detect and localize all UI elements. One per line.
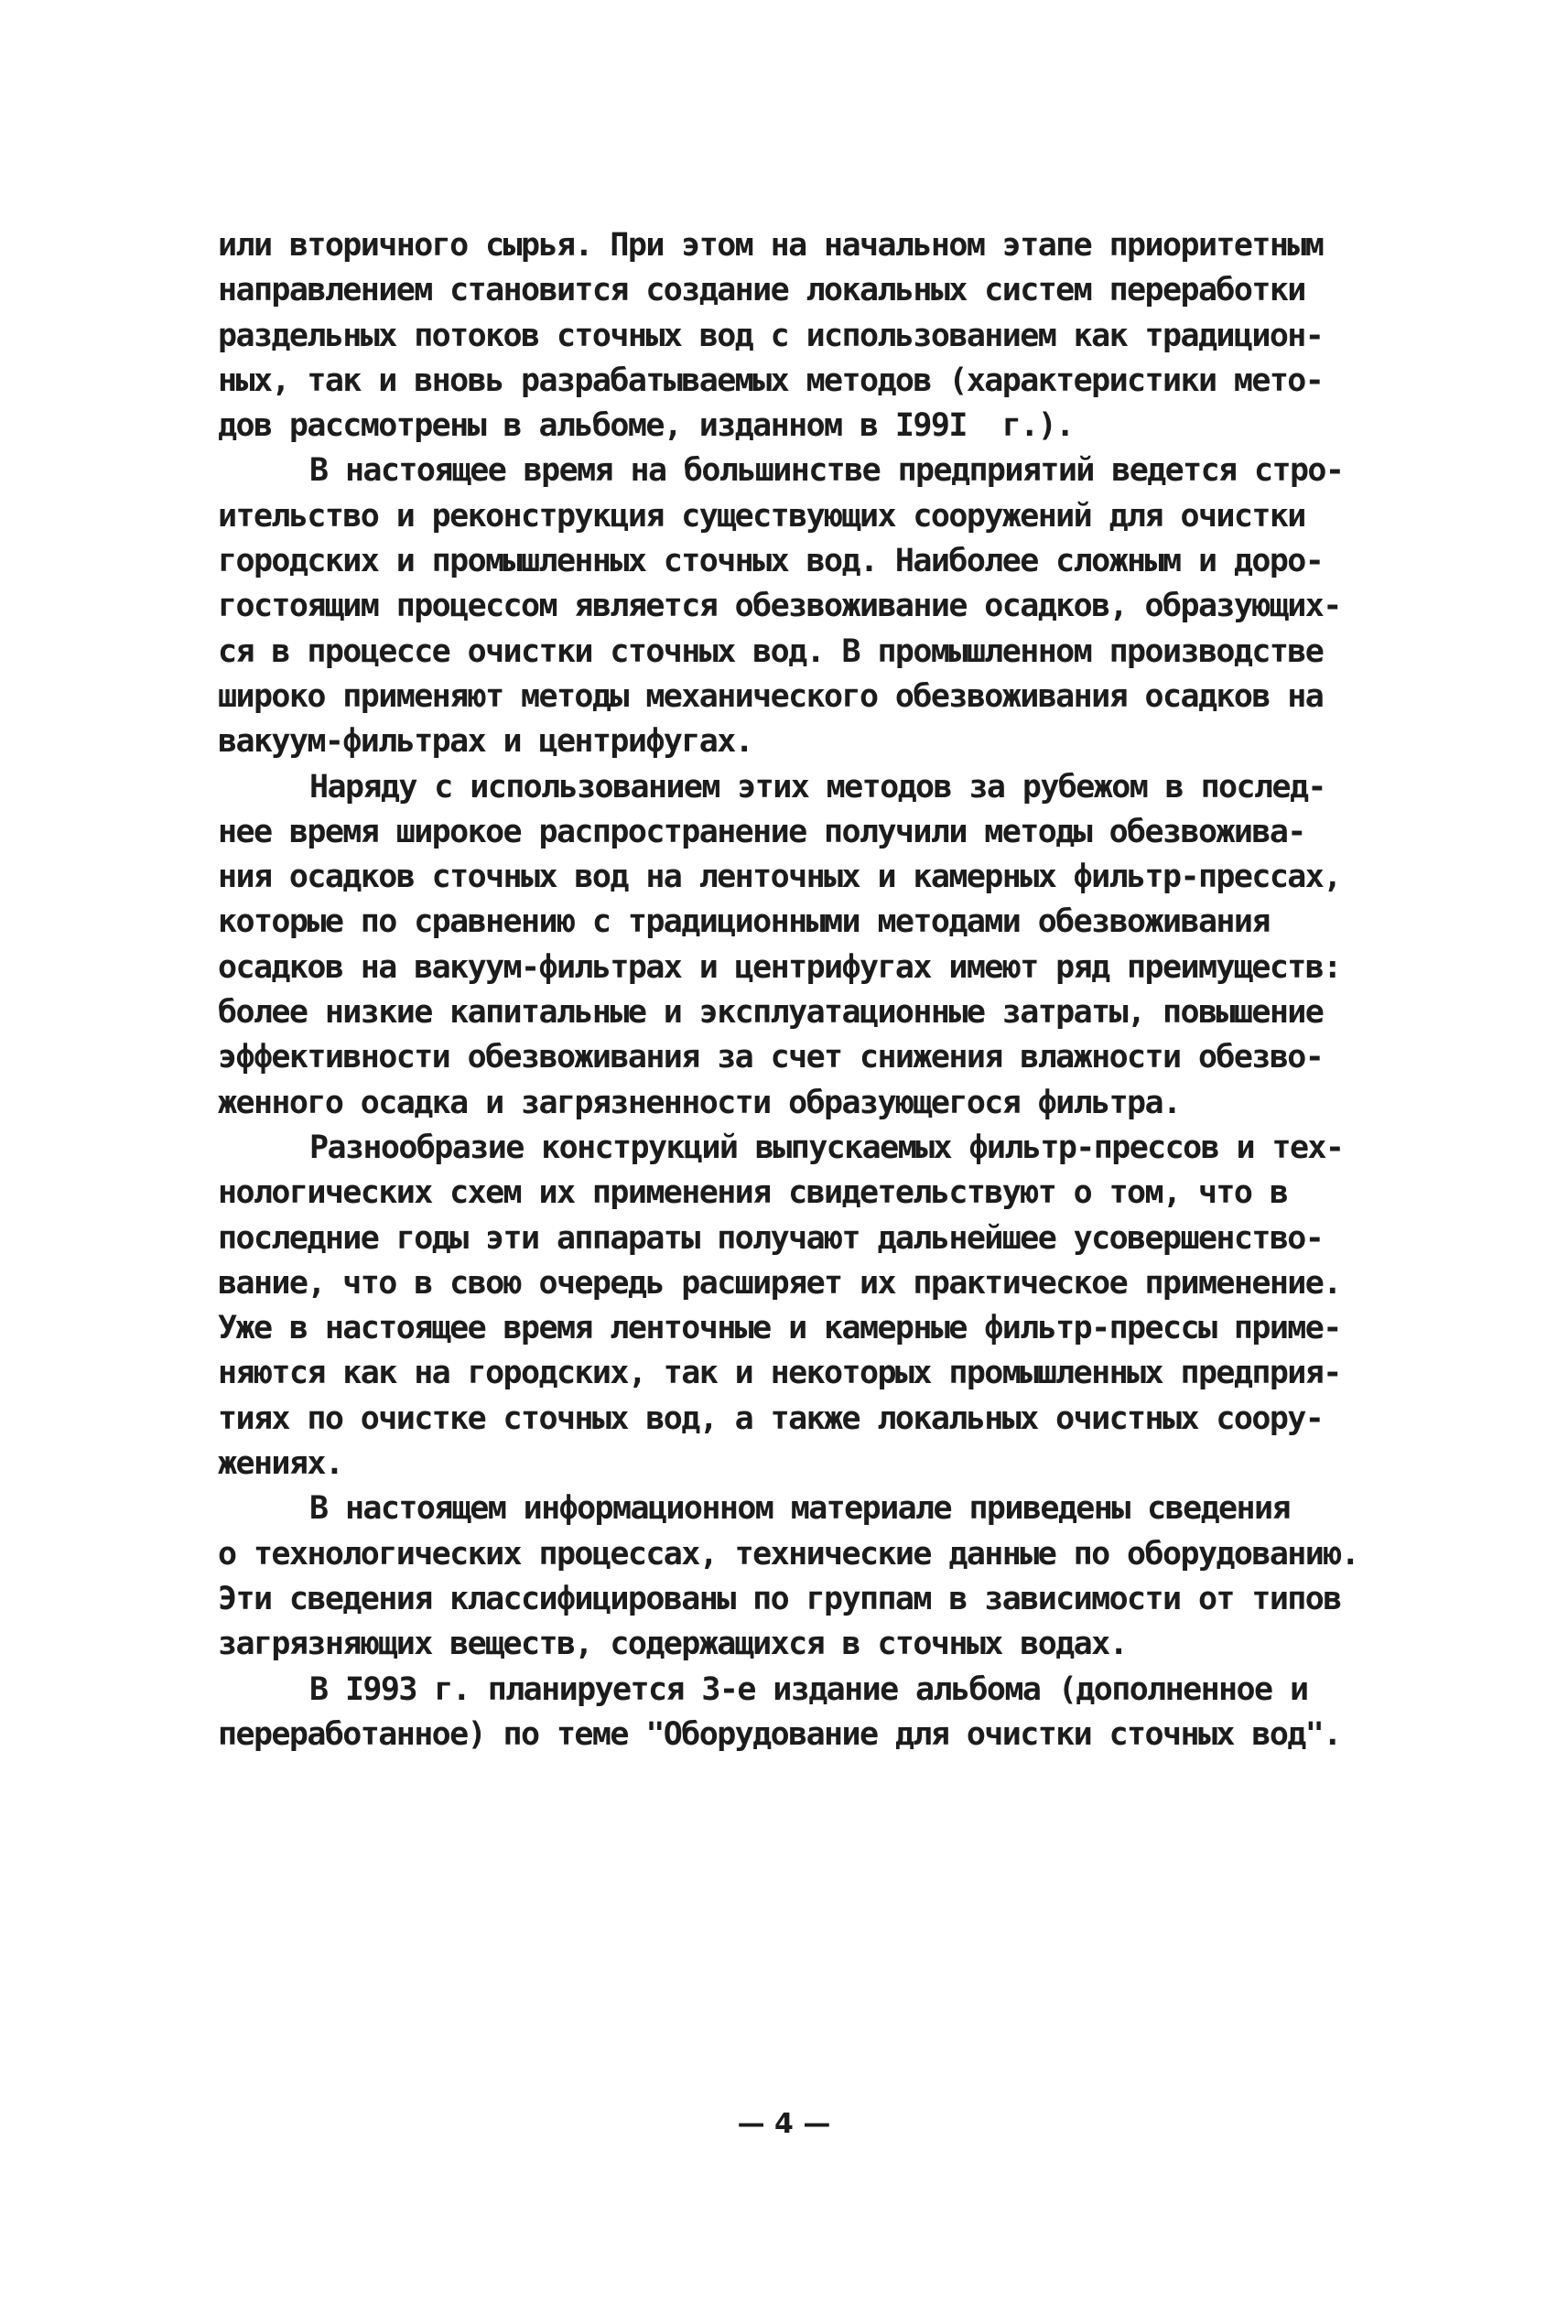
text-line: гостоящим процессом является обезвоживание осадков, образующих- [218, 588, 1341, 625]
text-line: которые по сравнению с традиционными методами обезвоживания [218, 903, 1270, 941]
paragraph-first-line: Наряду с использованием этих методов за рубежом в послед- [309, 768, 1325, 805]
text-line: ных, так и вновь разрабатываемых методов (характеристики мето- [218, 362, 1324, 399]
text-line: загрязняющих веществ, содержащихся в сточных водах. [218, 1626, 1128, 1663]
body-text [218, 223, 1399, 1757]
page-number: — 4 — [737, 2108, 831, 2140]
paragraph-first-line: В настоящее время на большинстве предприятий ведется стро- [309, 452, 1344, 490]
text-line: вакуум-фильтрах и центрифугах. [218, 723, 753, 761]
text-line: городских и промышленных сточных вод. Наиболее сложным и доро- [218, 543, 1324, 580]
text-line: Эти сведения классифицированы по группам в зависимости от типов [218, 1580, 1341, 1617]
text-line: ния осадков сточных вод на ленточных и камерных фильтр-прессах, [218, 859, 1341, 896]
text-line: более низкие капитальные и эксплуатационные затраты, повышение [218, 994, 1324, 1032]
text-line: последние годы эти аппараты получают дальнейшее усовершенство- [218, 1219, 1324, 1257]
text-line: дов рассмотрены в альбоме, изданном в I99I г.). [218, 407, 1074, 445]
text-line: жениях. [218, 1445, 343, 1483]
text-line: эффективности обезвоживания за счет снижения влажности обезво- [218, 1039, 1324, 1076]
text-line: ительство и реконструкция существующих сооружений для очистки [218, 497, 1305, 535]
text-line: Уже в настоящее время ленточные и камерные фильтр-прессы приме- [218, 1310, 1341, 1347]
paragraph-first-line: В настоящем информационном материале приведены сведения [309, 1490, 1290, 1528]
text-line: направлением становится создание локальных систем переработки [218, 272, 1305, 309]
text-line: тиях по очистке сточных вод, а также локальных очистных соору- [218, 1400, 1324, 1437]
text-line: осадков на вакуум-фильтрах и центрифугах имеют ряд преимуществ: [218, 948, 1341, 986]
paragraph-first-line: В I993 г. планируется 3-е издание альбома (дополненное и [309, 1670, 1308, 1708]
text-line: или вторичного сырья. При этом на начальном этапе приоритетным [218, 227, 1324, 264]
text-line: няются как на городских, так и некоторых промышленных предприя- [218, 1355, 1341, 1392]
text-line: широко применяют методы механического обезвоживания осадков на [218, 677, 1324, 715]
paragraph-first-line: Разнообразие конструкций выпускаемых фильтр-прессов и тех- [309, 1129, 1344, 1166]
text-line: женного осадка и загрязненности образующегося фильтра. [218, 1084, 1181, 1121]
text-line: раздельных потоков сточных вод с использованием как традицион- [218, 317, 1324, 354]
text-line: переработанное) по теме "Оборудование для очистки сточных вод". [218, 1715, 1341, 1753]
text-line: о технологических процессах, технические данные по оборудованию. [218, 1535, 1359, 1573]
text-line: вание, что в свою очередь расширяет их практическое применение. [218, 1264, 1341, 1302]
text-line: нологических схем их применения свидетельствуют о том, что в [218, 1174, 1288, 1212]
text-line: ся в процессе очистки сточных вод. В промышленном производстве [218, 632, 1324, 670]
text-line: нее время широкое распространение получили методы обезвожива- [218, 813, 1305, 850]
